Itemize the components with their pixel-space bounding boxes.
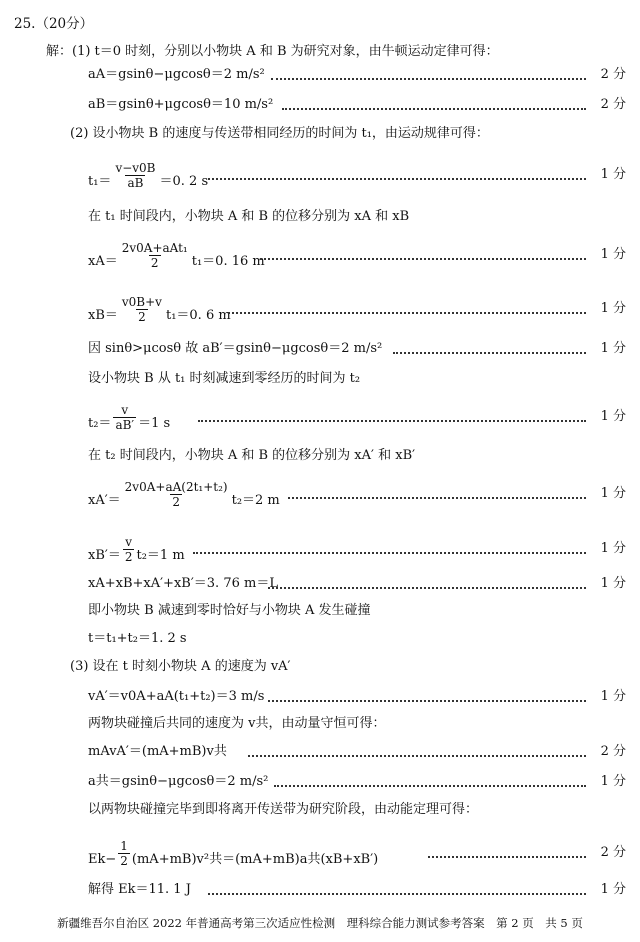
solution-line-xB-prime xyxy=(88,530,640,564)
eq-rhs: (mA+mB)v²共＝(mA+mB)a共(xB+xB′) xyxy=(131,852,379,867)
leader-dots xyxy=(208,178,586,180)
text-t1-displacement: 在 t₁ 时间段内，小物块 A 和 B 的位移分别为 xA 和 xB xyxy=(88,209,410,224)
leader-dots xyxy=(193,552,586,554)
leader-dots xyxy=(248,755,586,757)
equation-total-time: t＝t₁+t₂＝1. 2 s xyxy=(88,631,187,646)
solution-line-L xyxy=(88,576,640,592)
text-t2-displacement: 在 t₂ 时间段内，小物块 A 和 B 的位移分别为 xA′ 和 xB′ xyxy=(88,448,416,463)
solution-line-momentum xyxy=(88,744,640,760)
score-mark: 1 分 xyxy=(600,486,626,501)
fraction xyxy=(113,161,157,190)
eq-rhs: t₁＝0. 16 m xyxy=(191,254,265,269)
fraction xyxy=(120,241,190,270)
leader-dots xyxy=(260,258,586,260)
part3-intro: (3) 设在 t 时刻小物块 A 的速度为 vA′ xyxy=(70,659,291,674)
score-mark: 1 分 xyxy=(600,167,626,182)
equation-t2 xyxy=(88,403,170,432)
leader-dots xyxy=(228,312,586,314)
solution-line-xA-prime xyxy=(88,475,640,509)
equation-kinetic-energy xyxy=(88,839,378,868)
solution-line-aB-prime xyxy=(88,341,640,357)
text-collision: 即小物块 B 减速到零时恰好与小物块 A 发生碰撞 xyxy=(88,603,371,618)
score-mark: 1 分 xyxy=(600,341,626,356)
eq-lhs: t₁＝ xyxy=(88,174,112,189)
fraction-numerator: v xyxy=(125,535,133,549)
fraction-denominator: 2 xyxy=(120,854,128,868)
score-mark: 1 分 xyxy=(600,301,626,316)
leader-dots xyxy=(268,700,586,702)
fraction-denominator: aB xyxy=(127,176,144,190)
equation-common-acceleration: a共＝gsinθ−μgcosθ＝2 m/s² xyxy=(88,774,269,789)
fraction-numerator: 2v0A+aAt₁ xyxy=(121,241,188,255)
solution-line-aB xyxy=(88,97,640,113)
leader-dots xyxy=(282,108,586,110)
text-deceleration: 设小物块 B 从 t₁ 时刻减速到零经历的时间为 t₂ xyxy=(88,371,361,386)
leader-dots xyxy=(208,893,586,895)
equation-momentum: mAvA′＝(mA+mB)v共 xyxy=(88,744,227,759)
score-mark: 1 分 xyxy=(600,882,626,897)
score-mark: 1 分 xyxy=(600,774,626,789)
solution-line-aA xyxy=(88,67,640,83)
eq-rhs: t₂＝2 m xyxy=(231,493,280,508)
solution-line-acom xyxy=(88,774,640,790)
eq-rhs: t₂＝1 m xyxy=(136,548,185,563)
eq-lhs: xB′＝ xyxy=(88,548,121,563)
fraction-numerator: 2v0A+aA(2t₁+t₂) xyxy=(124,480,228,494)
leader-dots xyxy=(268,587,586,589)
equation-length: xA+xB+xA′+xB′＝3. 76 m＝L xyxy=(88,576,278,591)
fraction-numerator: v−v0B xyxy=(115,161,156,175)
eq-rhs: t₁＝0. 6 m xyxy=(165,308,231,323)
score-mark: 1 分 xyxy=(600,541,626,556)
score-mark: 1 分 xyxy=(600,247,626,262)
score-mark: 1 分 xyxy=(600,689,626,704)
text-energy-theorem: 以两物块碰撞完毕到即将离开传送带为研究阶段，由动能定理可得： xyxy=(88,802,479,817)
fraction xyxy=(123,535,135,564)
solution-line-vA xyxy=(88,689,640,705)
fraction xyxy=(123,480,230,509)
leader-dots xyxy=(288,497,586,499)
fraction xyxy=(120,295,164,324)
score-mark: 2 分 xyxy=(600,67,626,82)
equation-final-answer: 解得 Ek＝11. 1 J xyxy=(88,882,191,897)
eq-lhs: xA′＝ xyxy=(88,493,121,508)
equation-xA-prime xyxy=(88,480,280,509)
part1-intro: 解：(1) t＝0 时刻，分别以小物块 A 和 B 为研究对象，由牛顿运动定律可得： xyxy=(46,44,499,59)
fraction-numerator: v xyxy=(121,403,129,417)
score-mark: 2 分 xyxy=(600,845,626,860)
fraction-denominator: 2 xyxy=(150,256,159,270)
eq-rhs: ＝1 s xyxy=(138,416,171,431)
leader-dots xyxy=(428,856,586,858)
equation-xB xyxy=(88,295,231,324)
solution-line-xA xyxy=(88,236,640,270)
score-mark: 2 分 xyxy=(600,97,626,112)
eq-lhs: xB＝ xyxy=(88,308,118,323)
text-momentum: 两物块碰撞后共同的速度为 v共，由动量守恒可得： xyxy=(88,716,386,731)
equation-xB-prime xyxy=(88,535,185,564)
equation-aA: aA＝gsinθ−μgcosθ＝2 m/s² xyxy=(88,67,265,82)
fraction-denominator: 2 xyxy=(124,550,133,564)
solution-line-energy xyxy=(88,832,640,868)
solution-line-t2 xyxy=(88,398,640,432)
fraction-numerator: v0B+v xyxy=(121,295,162,309)
leader-dots xyxy=(274,785,586,787)
equation-aB: aB＝gsinθ+μgcosθ＝10 m/s² xyxy=(88,97,274,112)
eq-rhs: ＝0. 2 s xyxy=(159,174,209,189)
score-mark: 1 分 xyxy=(600,576,626,591)
score-mark: 2 分 xyxy=(600,744,626,759)
equation-t1 xyxy=(88,161,208,190)
eq-lhs: Ek− xyxy=(88,852,117,867)
fraction-denominator: 2 xyxy=(138,310,146,324)
fraction-denominator: 2 xyxy=(172,495,180,509)
problem-heading: 25.（20分） xyxy=(14,16,94,32)
solution-line-t xyxy=(88,631,640,647)
leader-dots xyxy=(393,352,586,354)
equation-aB-prime: 因 sinθ>μcosθ 故 aB′＝gsinθ−μgcosθ＝2 m/s² xyxy=(88,341,383,356)
eq-lhs: xA＝ xyxy=(88,254,118,269)
eq-lhs: t₂＝ xyxy=(88,416,112,431)
fraction-denominator: aB′ xyxy=(115,418,135,432)
solution-line-final xyxy=(88,882,640,898)
solution-line-t1 xyxy=(88,158,640,190)
part2-intro: (2) 设小物块 B 的速度与传送带相同经历的时间为 t₁，由运动规律可得： xyxy=(70,126,489,141)
fraction xyxy=(113,403,136,432)
fraction xyxy=(118,839,130,868)
page-footer: 新疆维吾尔自治区 2022 年普通高考第三次适应性检测 理科综合能力测试参考答案 第 2 页 共 5 页 xyxy=(57,916,583,930)
leader-dots xyxy=(198,420,586,422)
fraction-numerator: 1 xyxy=(120,839,128,853)
score-mark: 1 分 xyxy=(600,409,626,424)
equation-xA xyxy=(88,241,265,270)
leader-dots xyxy=(271,78,586,80)
solution-line-xB xyxy=(88,290,640,324)
equation-vA-prime: vA′＝v0A+aA(t₁+t₂)＝3 m/s xyxy=(88,689,265,704)
